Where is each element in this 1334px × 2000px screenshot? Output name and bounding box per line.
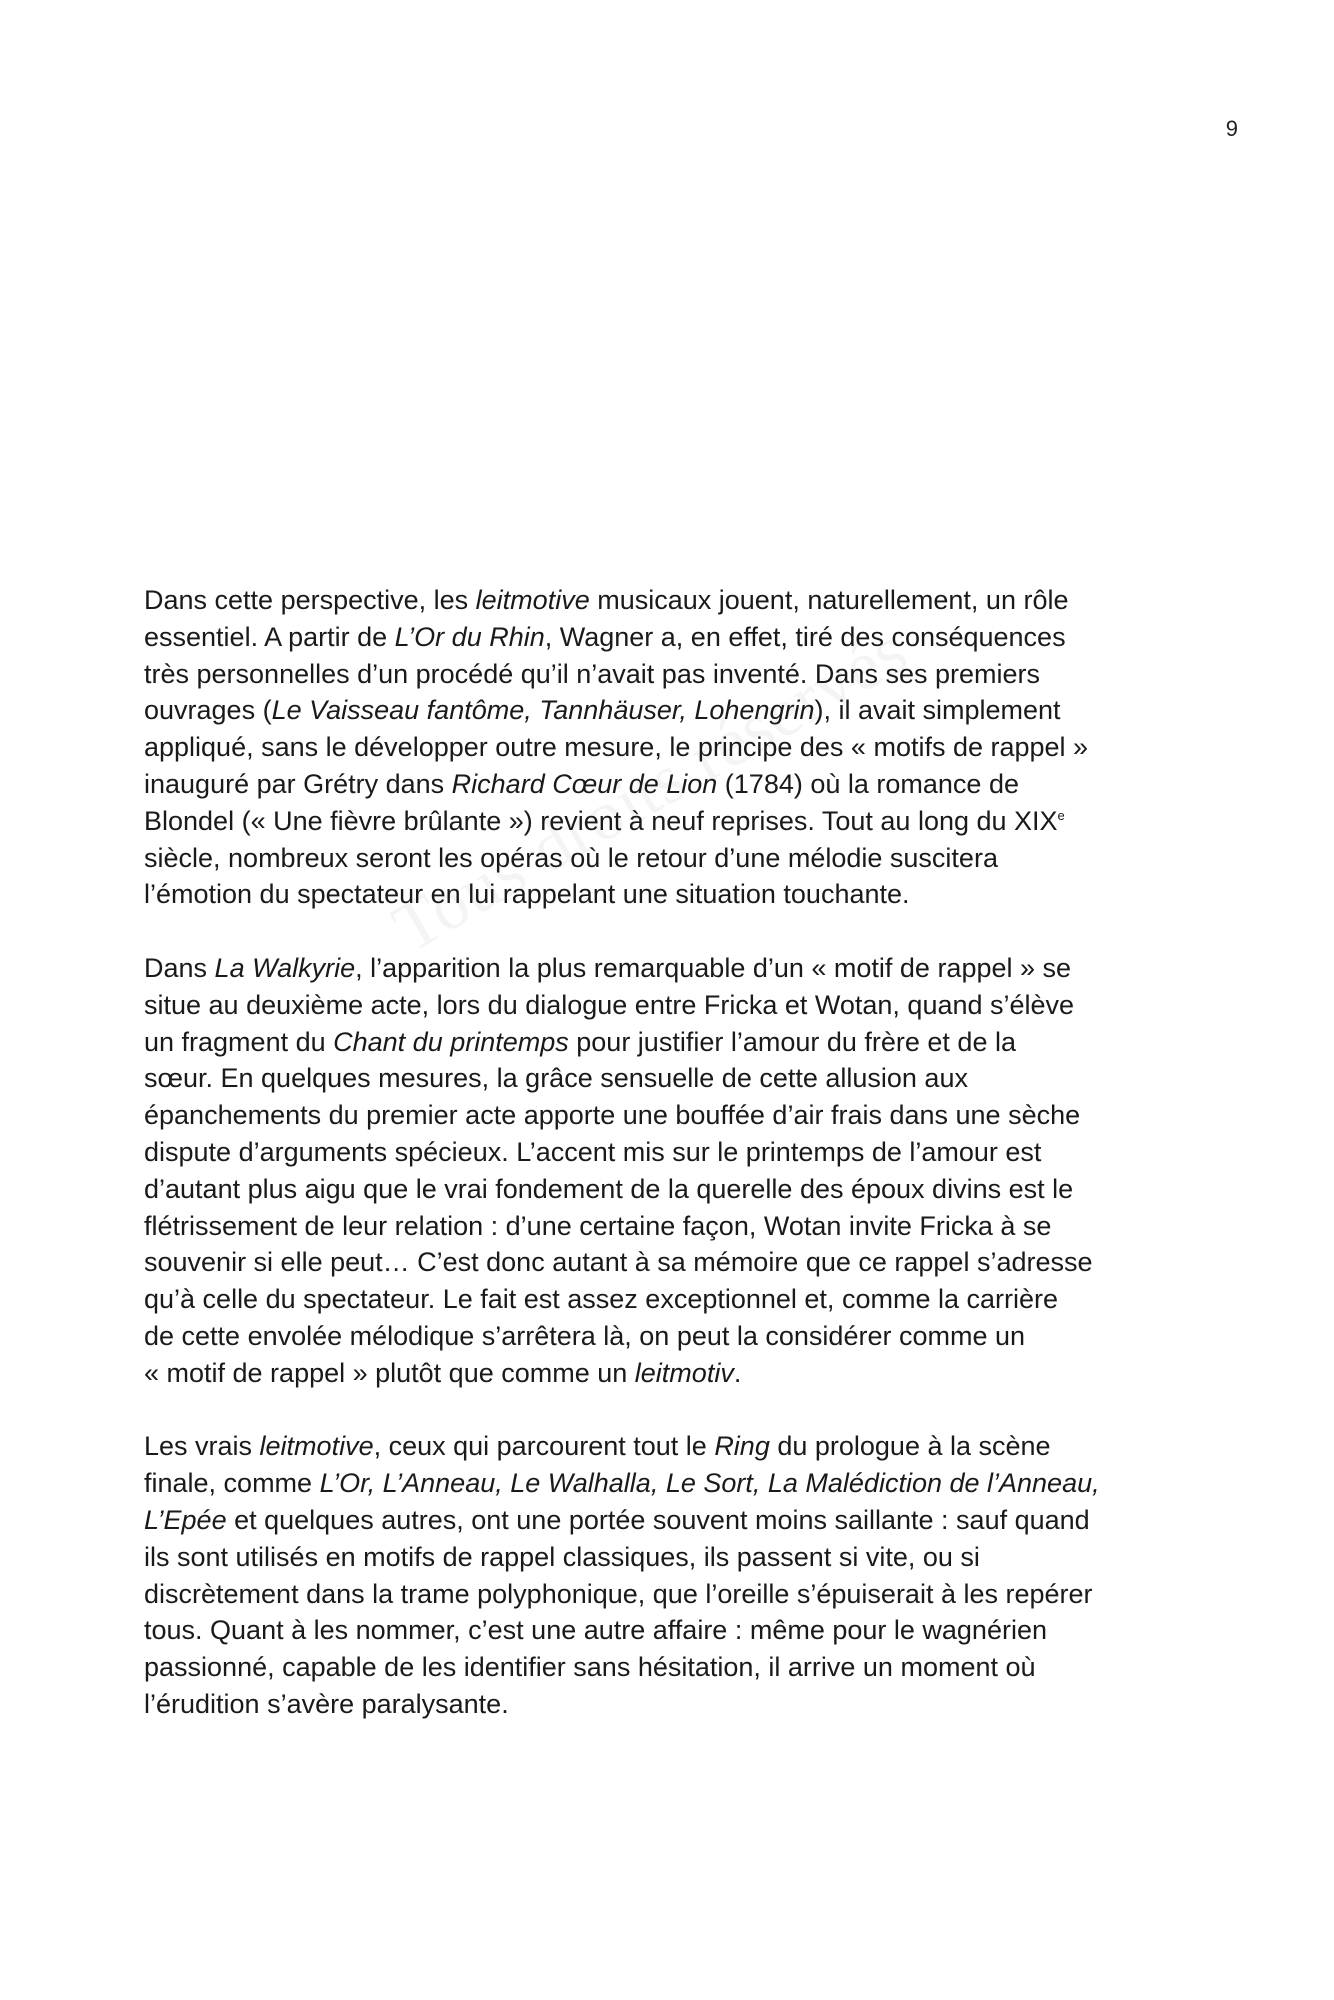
text-segment: . [733, 1357, 742, 1388]
text-line [144, 876, 1224, 913]
text-line [144, 1318, 1224, 1355]
text-segment: l’érudition s’avère paralysante. [144, 1688, 509, 1719]
text-segment: discrètement dans la trame polyphonique, que l’oreille s’épuiserait à les repérer [144, 1578, 1093, 1609]
italic-text: L’Or, L’Anneau, Le Walhalla, Le Sort, La Malédiction de l’Anneau, [319, 1468, 1100, 1499]
italic-text: leitmotive [259, 1431, 374, 1462]
text-line [144, 582, 1224, 619]
text-segment: Les vrais [144, 1431, 260, 1462]
text-line [144, 1539, 1224, 1576]
text-segment: , l’apparition la plus remarquable d’un « motif de rappel » se [355, 952, 1072, 983]
text-segment: l’émotion du spectateur en lui rappelant une situation touchante. [144, 879, 910, 910]
text-segment: ouvrages ( [144, 695, 272, 726]
text-line [144, 656, 1224, 693]
italic-text: Chant du printemps [333, 1026, 569, 1057]
text-line [144, 692, 1224, 729]
text-segment: Dans cette perspective, les [144, 585, 476, 615]
italic-text: Le Vaisseau fantôme, Tannhäuser, Lohengrin [271, 695, 815, 726]
text-segment: qu’à celle du spectateur. Le fait est assez exceptionnel et, comme la carrière [144, 1284, 1058, 1315]
text-line [144, 1465, 1224, 1502]
text-segment: très personnelles d’un procédé qu’il n’avait pas inventé. Dans ses premiers [144, 658, 1040, 689]
text-segment: ), il avait simplement [814, 695, 1061, 726]
italic-text: Richard Cœur de Lion [451, 768, 718, 799]
text-segment: appliqué, sans le développer outre mesure, le principe des « motifs de rappel » [144, 732, 1089, 763]
text-line [144, 1612, 1224, 1649]
text-line [144, 1686, 1224, 1723]
text-segment: passionné, capable de les identifier sans hésitation, il arrive un moment où [144, 1652, 1036, 1683]
text-segment: Dans [144, 952, 215, 983]
text-line [144, 1097, 1224, 1134]
italic-text: leitmotiv [634, 1357, 734, 1388]
text-segment: sœur. En quelques mesures, la grâce sensuelle de cette allusion aux [144, 1063, 968, 1094]
body-text [144, 582, 1224, 1760]
text-segment: , Wagner a, en effet, tiré des conséquences [544, 621, 1066, 652]
text-segment: de cette envolée mélodique s’arrêtera là, on peut la considérer comme un [144, 1320, 1026, 1351]
text-segment: « motif de rappel » plutôt que comme un [144, 1357, 635, 1388]
text-line [144, 840, 1224, 877]
text-segment: souvenir si elle peut… C’est donc autant à sa mémoire que ce rappel s’adresse [144, 1247, 1093, 1278]
text-segment: d’autant plus aigu que le vrai fondement de la querelle des époux divins est le [144, 1173, 1074, 1204]
text-line [144, 1134, 1224, 1171]
text-segment: du prologue à la scène [769, 1431, 1051, 1462]
text-segment: tous. Quant à les nommer, c’est une autre affaire : même pour le wagnérien [144, 1615, 1047, 1646]
text-segment: siècle, nombreux seront les opéras où le retour d’une mélodie suscitera [144, 842, 998, 873]
italic-text: L’Epée [144, 1504, 227, 1535]
text-line [144, 1171, 1224, 1208]
text-line [144, 1208, 1224, 1245]
text-segment: situe au deuxième acte, lors du dialogue entre Fricka et Wotan, quand s’élève [144, 989, 1075, 1020]
text-segment: ils sont utilisés en motifs de rappel classiques, ils passent si vite, ou si [144, 1541, 980, 1572]
text-segment: et quelques autres, ont une portée souvent moins saillante : sauf quand [226, 1504, 1090, 1535]
text-line [144, 1244, 1224, 1281]
page-number: 9 [1225, 116, 1238, 141]
paragraph [144, 582, 1224, 913]
text-line [144, 1576, 1224, 1613]
text-line [144, 1355, 1224, 1392]
text-segment: dispute d’arguments spécieux. L’accent mis sur le printemps de l’amour est [144, 1136, 1042, 1167]
text-line [144, 803, 1224, 840]
text-segment: flétrissement de leur relation : d’une certaine façon, Wotan invite Fricka à se [144, 1210, 1052, 1241]
text-line [144, 1281, 1224, 1318]
italic-text: La Walkyrie [214, 952, 356, 983]
text-segment: finale, comme [144, 1468, 320, 1499]
text-line [144, 1024, 1224, 1061]
text-line [144, 1428, 1224, 1465]
text-line [144, 950, 1224, 987]
superscript: e [1057, 807, 1065, 823]
text-line [144, 1502, 1224, 1539]
text-line [144, 729, 1224, 766]
text-segment: pour justifier l’amour du frère et de la [568, 1026, 1016, 1057]
paragraph [144, 950, 1224, 1392]
text-line [144, 1649, 1224, 1686]
text-segment: (1784) où la romance de [717, 768, 1019, 799]
italic-text: Ring [714, 1431, 770, 1462]
text-line [144, 619, 1224, 656]
paragraph [144, 1428, 1224, 1722]
text-segment: inauguré par Grétry dans [144, 768, 452, 799]
text-segment: essentiel. A partir de [144, 621, 395, 652]
text-segment: musicaux jouent, naturellement, un rôle [589, 585, 1069, 615]
text-segment: un fragment du [144, 1026, 334, 1057]
text-line [144, 766, 1224, 803]
text-segment: épanchements du premier acte apporte une bouffée d’air frais dans une sèche [144, 1100, 1081, 1131]
text-line [144, 987, 1224, 1024]
text-segment: , ceux qui parcourent tout le [373, 1431, 715, 1462]
text-line [144, 1060, 1224, 1097]
italic-text: leitmotive [475, 585, 590, 615]
italic-text: L’Or du Rhin [394, 621, 545, 652]
text-segment: Blondel (« Une fièvre brûlante ») revient à neuf reprises. Tout au long du XIX [144, 805, 1058, 836]
